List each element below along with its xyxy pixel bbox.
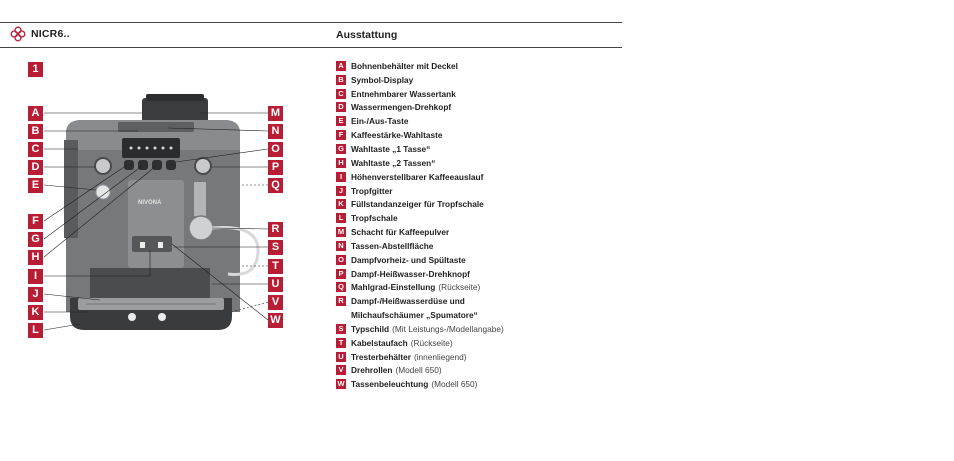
section-title: Ausstattung (336, 29, 398, 41)
callout-f: F (28, 214, 43, 229)
legend-item: W Tassenbeleuchtung (Modell 650) (337, 379, 478, 390)
steam-pipe (194, 182, 206, 216)
callout-e: E (28, 178, 43, 193)
legend-key: C (336, 89, 346, 99)
callout-k: K (28, 305, 43, 320)
legend-item: A Bohnenbehälter mit Deckel (336, 59, 504, 73)
legend-item: V Drehrollen (Modell 650) (336, 364, 504, 378)
callout-c: C (28, 142, 43, 157)
callout-r: R (268, 222, 283, 237)
legend-item: F Kaffeestärke-Wahltaste (336, 128, 504, 142)
legend-key: J (336, 186, 346, 196)
legend-item: N Tassen-Abstellfläche (336, 239, 504, 253)
legend-item: R Dampf-/Heißwasserdüse und (336, 294, 504, 308)
legend-key: M (337, 227, 345, 237)
callout-l: L (28, 323, 43, 338)
legend-key: N (336, 241, 346, 251)
legend-item: H Wahltaste „2 Tassen“ (336, 156, 504, 170)
legend-key: U (336, 352, 346, 362)
callout-g: G (28, 232, 43, 247)
coffee-outlet (132, 236, 172, 252)
callout-p: P (268, 160, 283, 175)
legend-key: A (336, 61, 346, 71)
legend-key: W (337, 379, 345, 389)
callout-q: Q (268, 178, 283, 193)
legend-item: Q Mahlgrad-Einstellung (Rückseite) (336, 281, 504, 295)
water-quantity-knob (95, 158, 111, 174)
machine-brand-text: NIVONA (138, 200, 162, 206)
brand-name: NICR6.. (31, 28, 70, 40)
callout-t: T (268, 259, 283, 274)
legend-key: P (336, 269, 346, 279)
legend-key: K (336, 199, 346, 209)
callout-b: B (28, 124, 43, 139)
legend-key: F (336, 130, 346, 140)
callout-n: N (268, 124, 283, 139)
legend-item: B Symbol-Display (336, 73, 504, 87)
water-tank (64, 140, 78, 238)
legend-key: D (336, 102, 346, 112)
steam-knob (195, 158, 211, 174)
callout-u: U (268, 277, 283, 292)
callout-o: O (268, 142, 283, 157)
callout-a: A (28, 106, 43, 121)
legend-key: E (336, 116, 346, 126)
legend-key: S (336, 324, 346, 334)
callout-s: S (268, 240, 283, 255)
callout-w: W (268, 313, 283, 328)
callout-m: M (268, 106, 283, 121)
legend-key: H (336, 158, 346, 168)
callout-i: I (28, 269, 43, 284)
callout-h: H (28, 250, 43, 265)
legend-key: O (336, 255, 346, 265)
spumatore (189, 216, 213, 240)
legend-key: Q (336, 282, 346, 292)
legend-item: K Füllstandanzeiger für Tropfschale (336, 197, 504, 211)
legend-key: I (336, 172, 346, 182)
legend-item: G Wahltaste „1 Tasse“ (336, 142, 504, 156)
legend-key: R (336, 296, 346, 306)
legend-key: L (336, 213, 346, 223)
legend-item: M Schacht für Kaffeepulver (337, 227, 450, 238)
callout-v: V (268, 295, 283, 310)
power-button (96, 185, 110, 199)
legend-key: B (336, 75, 346, 85)
legend-item: T Kabelstaufach (Rückseite) (336, 336, 504, 350)
front-panel (128, 180, 184, 268)
legend-item: C Entnehmbarer Wassertank (336, 87, 504, 101)
legend-key: V (336, 365, 346, 375)
legend-item: I Höhenverstellbarer Kaffeeauslauf (336, 170, 504, 184)
callout-d: D (28, 160, 43, 175)
callout-j: J (28, 287, 43, 302)
legend-item-continuation: Milchaufschäumer „Spumatore“ (351, 310, 478, 321)
legend-item: P Dampf-Heißwasser-Drehknopf (336, 267, 504, 281)
parts-legend (336, 59, 504, 391)
legend-key: T (336, 338, 346, 348)
legend-item: E Ein-/Aus-Taste (336, 114, 504, 128)
legend-item: L Tropfschale (336, 211, 504, 225)
legend-item: D Wassermengen-Drehkopf (336, 101, 504, 115)
figure-number: 1 (28, 62, 43, 77)
legend-item: S Typschild (Mit Leistungs-/Modellangabe) (336, 322, 504, 336)
legend-key: G (336, 144, 346, 154)
legend-item: J Tropfgitter (336, 184, 504, 198)
legend-item: U Tresterbehälter (innenliegend) (336, 350, 504, 364)
legend-item: O Dampfvorheiz- und Spültaste (336, 253, 504, 267)
